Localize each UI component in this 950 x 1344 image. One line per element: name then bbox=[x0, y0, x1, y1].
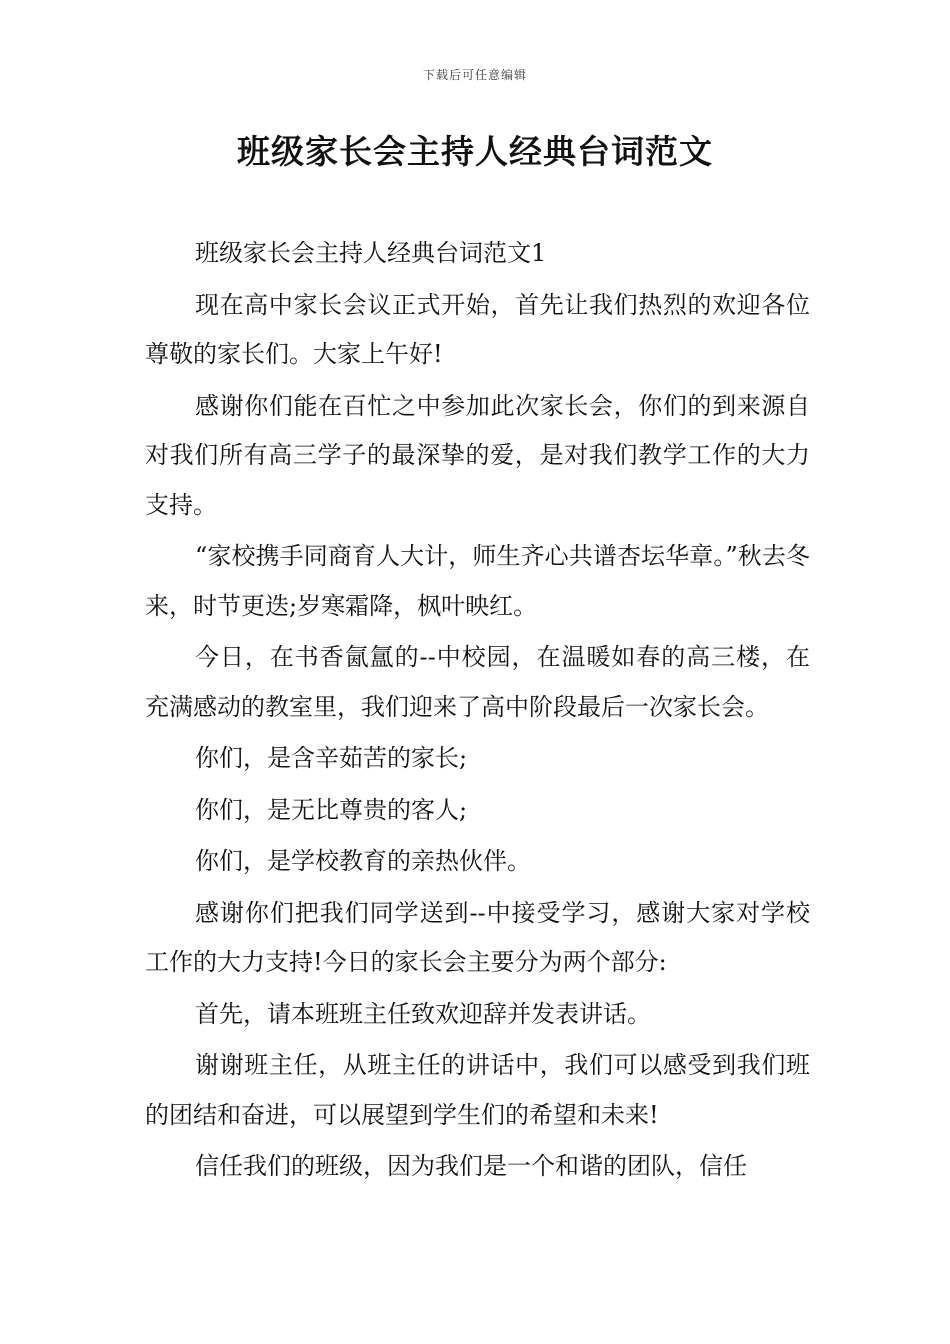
paragraph: 你们，是无比尊贵的客人; bbox=[195, 795, 468, 824]
paragraph: 感谢你们把我们同学送到--中接受学习，感谢大家对学校工作的大力支持!今日的家长会主要分为两个部分: bbox=[145, 898, 810, 976]
document-body bbox=[145, 229, 810, 1192]
paragraph: “家校携手同商育人大计，师生齐心共谱杏坛华章。”秋去冬来，时节更迭;岁寒霜降，枫叶映红。 bbox=[145, 542, 810, 620]
paragraph: 你们，是含辛茹苦的家长; bbox=[195, 744, 468, 772]
document-title: 班级家长会主持人经典台词范文 bbox=[237, 132, 713, 171]
paragraph: 首先，请本班班主任致欢迎辞并发表讲话。 bbox=[195, 999, 651, 1028]
paragraph: 信任我们的班级，因为我们是一个和谐的团队，信任 bbox=[195, 1152, 747, 1180]
paragraph: 谢谢班主任，从班主任的讲话中，我们可以感受到我们班的团结和奋进，可以展望到学生们的希望和未来! bbox=[145, 1051, 810, 1129]
paragraph: 感谢你们能在百忙之中参加此次家长会，你们的到来源自对我们所有高三学子的最深挚的爱，是对我们教学工作的大力支持。 bbox=[145, 391, 810, 519]
paragraph: 你们，是学校教育的亲热伙伴。 bbox=[195, 847, 531, 875]
header-note: 下载后可任意编辑 bbox=[422, 68, 527, 82]
paragraph: 今日，在书香氤氲的--中校园，在温暖如春的高三楼，在充满感动的教室里，我们迎来了高中阶段最后一次家长会。 bbox=[145, 643, 810, 721]
paragraph-subtitle: 班级家长会主持人经典台词范文1 bbox=[195, 239, 547, 267]
paragraph: 现在高中家长会议正式开始，首先让我们热烈的欢迎各位尊敬的家长们。大家上午好! bbox=[145, 290, 810, 368]
